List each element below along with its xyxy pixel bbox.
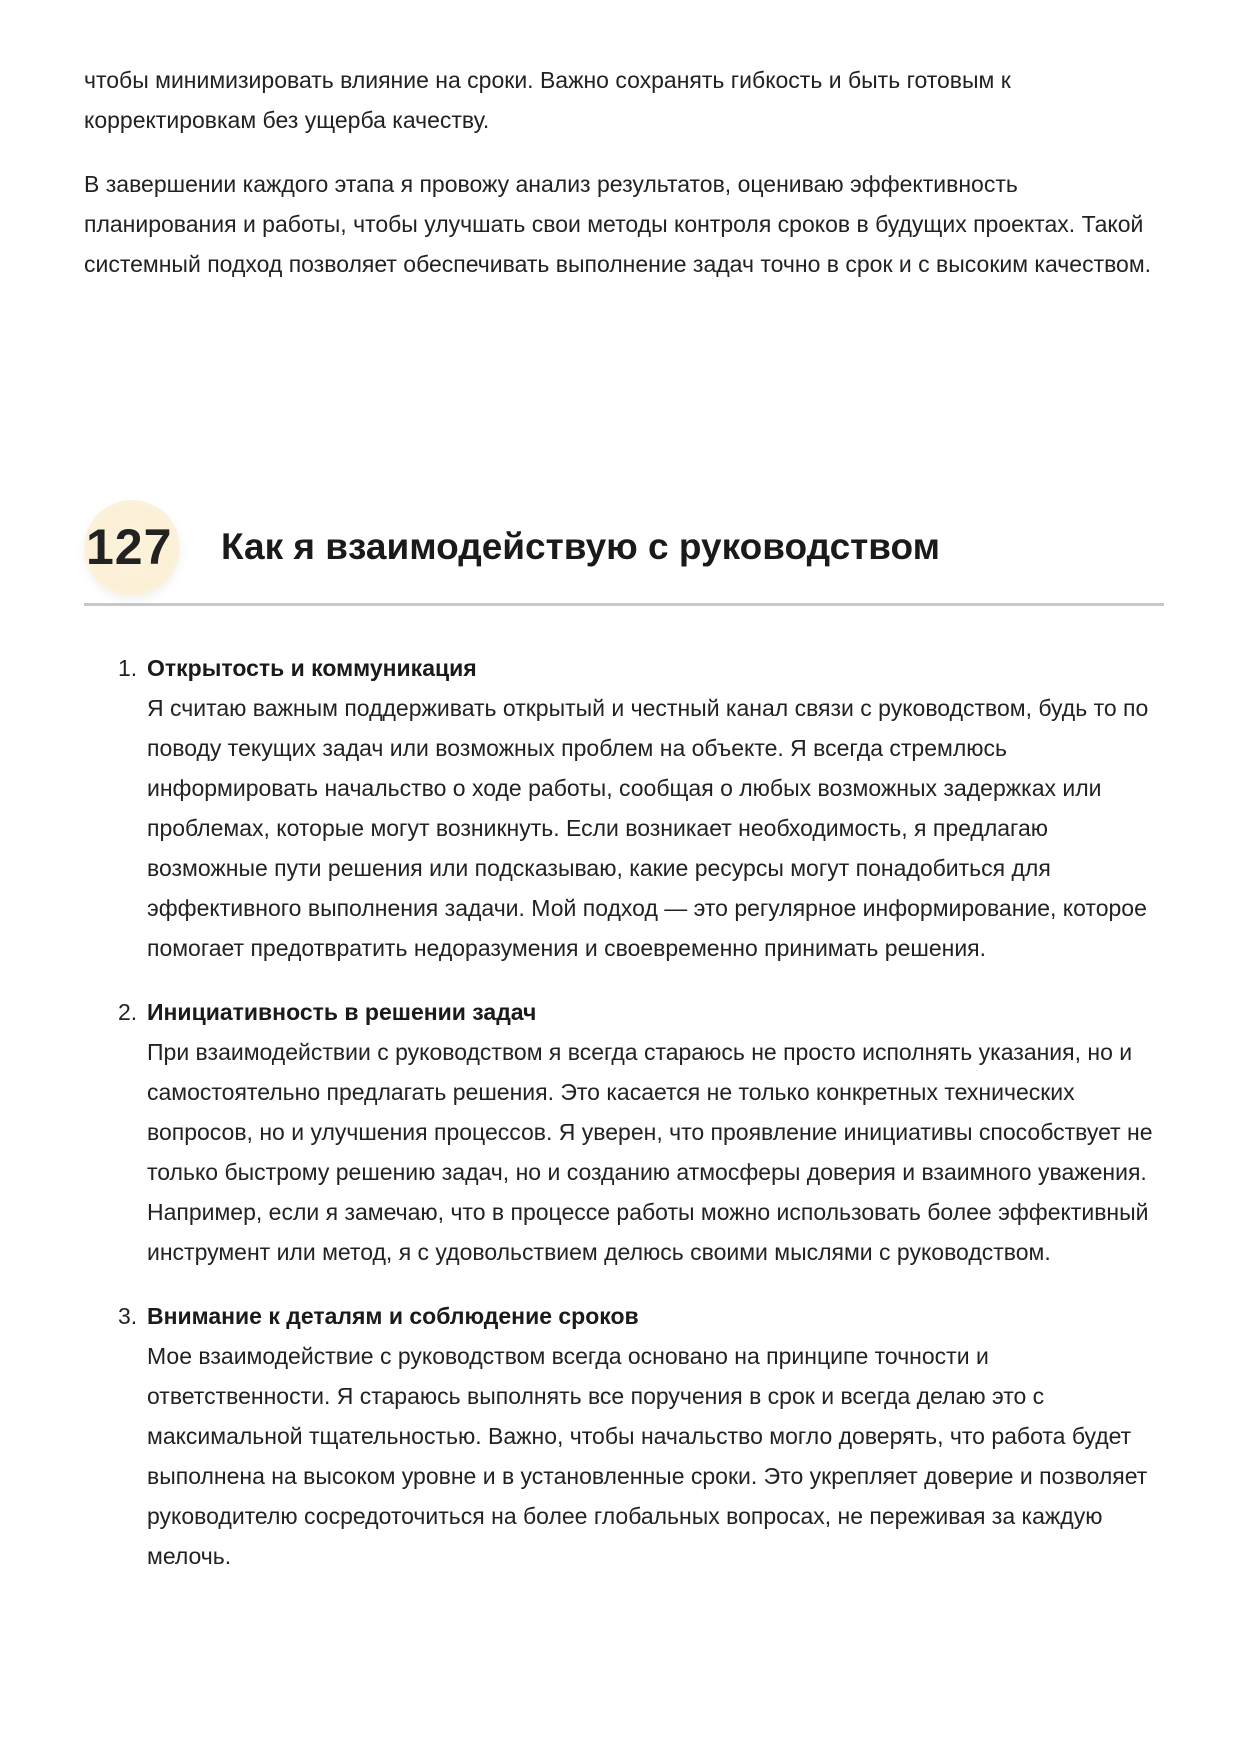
list-item-text: Мое взаимодействие с руководством всегда основано на принципе точности и ответственности. Я стараюсь выполнять все поручения в срок и всегда делаю это с максимальной тщательностью. Важно, чтобы начальство могло доверять, что работа будет выполнена на высоком уровне и в установленные сроки. Это укрепляет доверие и позволяет руководителю сосредоточиться на более глобальных вопросах, не переживая за каждую мелочь. — [147, 1343, 1148, 1569]
list-item-title: Инициативность в решении задач — [147, 999, 537, 1025]
list-item — [84, 1296, 1164, 1576]
list-item — [84, 992, 1164, 1272]
intro-paragraph: чтобы минимизировать влияние на сроки. Важно сохранять гибкость и быть готовым к корректировкам без ущерба качеству. — [84, 67, 1011, 133]
list-item-number: 1. — [118, 655, 138, 681]
list-item — [84, 648, 1164, 968]
list-item-text: Я считаю важным поддерживать открытый и честный канал связи с руководством, будь то по поводу текущих задач или возможных проблем на объекте. Я всегда стремлюсь информировать начальство о ходе работы, сообщая о любых возможных задержках или проблемах, которые могут возникнуть. Если возникает необходимость, я предлагаю возможные пути решения или подсказываю, какие ресурсы могут понадобиться для эффективного выполнения задачи. Мой подход — это регулярное информирование, которое помогает предотвратить недоразумения и своевременно принимать решения. — [147, 695, 1149, 961]
list-item-number: 3. — [118, 1303, 138, 1329]
intro-paragraph: В завершении каждого этапа я провожу анализ результатов, оцениваю эффективность планирования и работы, чтобы улучшать свои методы контроля сроков в будущих проектах. Такой системный подход позволяет обеспечивать выполнение задач точно в срок и с высоким качеством. — [84, 171, 1152, 277]
section-number: 127 — [86, 519, 173, 575]
intro-block — [84, 60, 1164, 284]
list-item-title: Внимание к деталям и соблюдение сроков — [147, 1303, 639, 1329]
list-item-number: 2. — [118, 999, 138, 1025]
list-item-text: При взаимодействии с руководством я всегда стараюсь не просто исполнять указания, но и самостоятельно предлагать решения. Это касается не только конкретных технических вопросов, но и улучшения процессов. Я уверен, что проявление инициативы способствует не только быстрому решению задач, но и созданию атмосферы доверия и взаимного уважения. Например, если я замечаю, что в процессе работы можно использовать более эффективный инструмент или метод, я с удовольствием делюсь своими мыслями с руководством. — [147, 1039, 1153, 1265]
list-item-title: Открытость и коммуникация — [147, 655, 477, 681]
section-header — [84, 500, 1164, 606]
section-title: Как я взаимодействую с руководством — [221, 526, 941, 567]
section-list — [84, 648, 1164, 1576]
